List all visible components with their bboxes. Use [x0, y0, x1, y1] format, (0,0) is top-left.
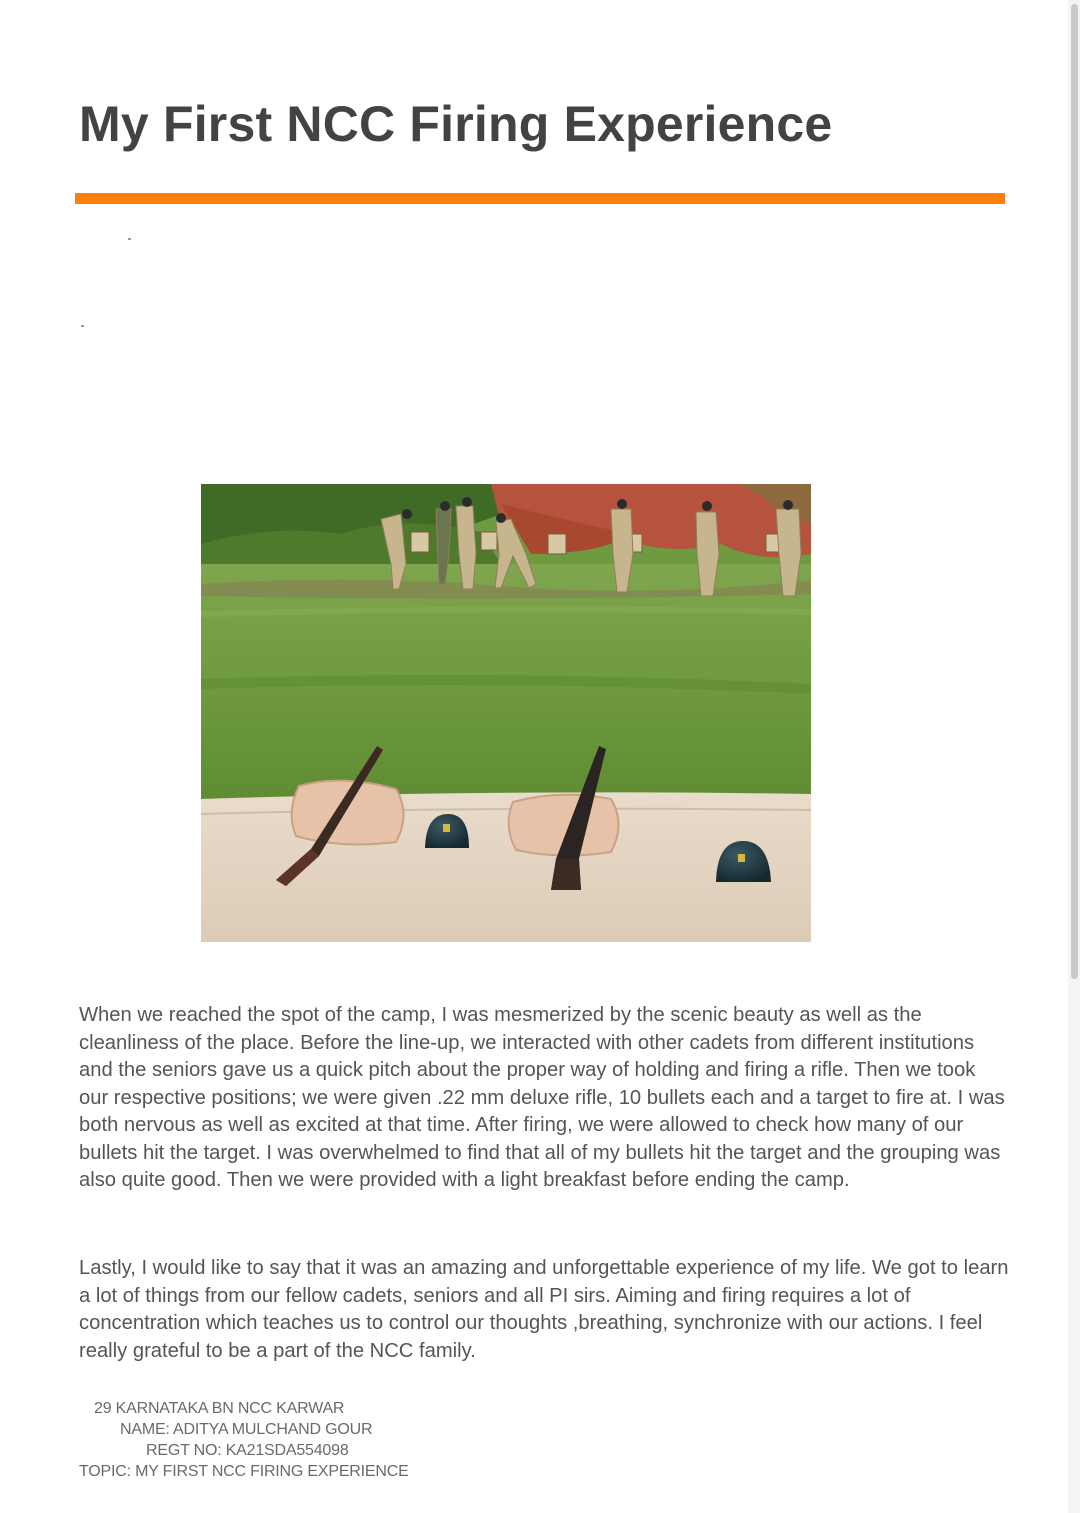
page-title: My First NCC Firing Experience	[79, 96, 833, 152]
firing-range-photo	[201, 484, 811, 942]
stray-mark	[128, 238, 131, 240]
topic-line: TOPIC: MY FIRST NCC FIRING EXPERIENCE	[79, 1463, 409, 1480]
vertical-scrollbar[interactable]	[1068, 0, 1080, 1513]
stray-mark	[81, 325, 84, 327]
paragraph: When we reached the spot of the camp, I was mesmerized by the scenic beauty as well as the cleanliness of the place. Before the line-up, we interacted with other cadets from different institutions and the seniors gave us a quick pitch about the proper way of holding and firing a rifle. Then we took our respective positions; we were given .22 mm deluxe rifle, 10 bullets each and a target to fire at. I was both nervous as well as excited at that time. After firing, we were allowed to check how many of our bullets hit the target. I was overwhelmed to find that all of my bullets hit the target and the grouping was also quite good. Then we were provided with a light breakfast before ending the camp.	[79, 1004, 1005, 1191]
name-line: NAME: ADITYA MULCHAND GOUR	[120, 1421, 373, 1438]
unit-line: 29 KARNATAKA BN NCC KARWAR	[94, 1400, 345, 1417]
title-divider	[75, 193, 1005, 204]
scrollbar-thumb[interactable]	[1071, 4, 1078, 979]
paragraph: Lastly, I would like to say that it was an amazing and unforgettable experience of my life. We got to learn a lot of things from our fellow cadets, seniors and all PI sirs. Aiming and firing requires a lot of concentration which teaches us to control our thoughts ,breathing, synchronize with our actions. I feel really grateful to be a part of the NCC family.	[79, 1257, 1009, 1362]
author-info	[79, 1398, 409, 1482]
regt-no-line: REGT NO: KA21SDA554098	[146, 1442, 349, 1459]
